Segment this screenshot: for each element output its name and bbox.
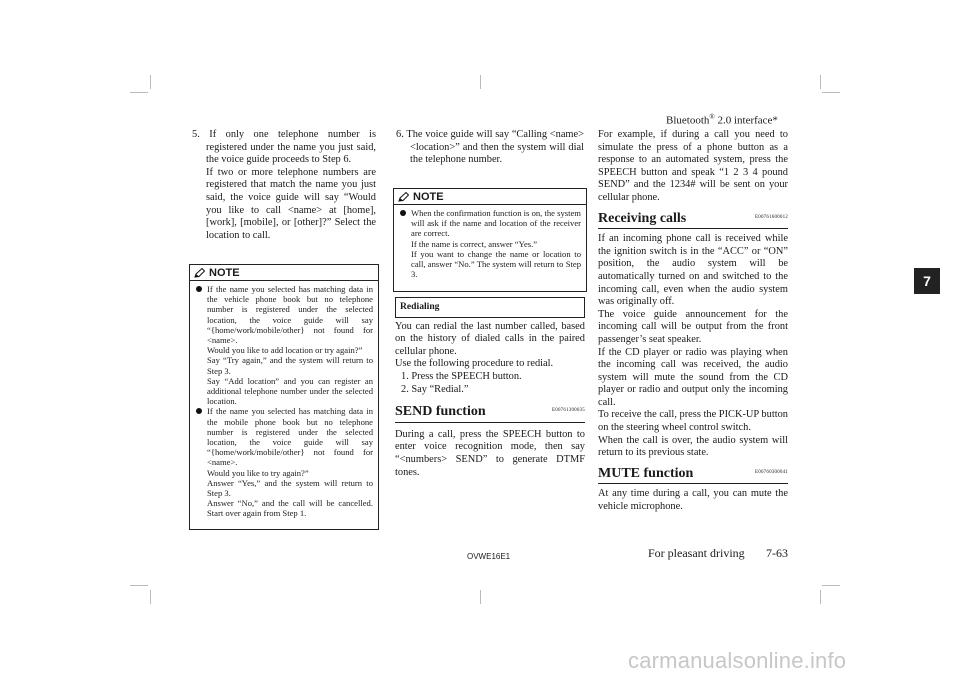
crop-mark	[822, 585, 840, 586]
note-label: NOTE	[413, 190, 444, 203]
column-2	[396, 129, 584, 167]
header-reg: ®	[709, 113, 715, 121]
send-title: SEND function	[395, 404, 486, 420]
note-text: If the name you selected has matching data in the vehicle phone book but no telephone number is registered under the selected location, the voice guide will say “{home/work/mobile/other} not found for <name>.	[207, 284, 373, 346]
note-bullet	[196, 406, 373, 518]
crop-mark	[150, 590, 151, 604]
mute-para: At any time during a call, you can mute the vehicle microphone.	[598, 488, 788, 513]
note-bullet	[400, 208, 581, 279]
send-para: During a call, press the SPEECH button to enter voice recognition mode, then say “<numbers> SEND” to generate DTMF tones.	[395, 428, 585, 478]
header-suffix: 2.0 interface*	[714, 114, 778, 127]
column-1	[192, 129, 376, 242]
crop-mark	[130, 92, 148, 93]
note-text: If the name you selected has matching data in the mobile phone book but no telephone number is registered under the selected location, the voice guide will say “{home/work/mobile/other} not found for <name>.	[207, 406, 373, 468]
note-text: Answer “Yes,” and the system will return to Step 3.	[207, 477, 373, 499]
redial-step: 1. Press the SPEECH button.	[401, 370, 522, 382]
note-header	[394, 189, 586, 205]
receiving-para: If the CD player or radio was playing when the incoming call was received, the audio system will mute the sound from the CD player or radio and output only the incoming call.	[598, 346, 788, 408]
note-text: When the confirmation function is on, the system will ask if the name and location of the receiver are correct.	[411, 208, 581, 239]
section-receiving-title	[598, 210, 788, 230]
step-6: 6. The voice guide will say “Calling <name> <location>” and then the system will dial the telephone number.	[396, 129, 584, 166]
crop-mark	[480, 590, 481, 604]
crop-mark	[130, 585, 148, 586]
note-box-2	[393, 188, 587, 292]
note-bullet	[196, 284, 373, 406]
note-text: Answer “No,” and the call will be cancelled. Start over again from Step 1.	[207, 498, 373, 519]
note-box-1	[189, 264, 379, 530]
footer-section: For pleasant driving	[648, 546, 745, 560]
send-code: E00761300035	[552, 408, 585, 414]
receiving-para: To receive the call, press the PICK-UP button on the steering wheel control switch.	[598, 409, 788, 434]
redial-para: Use the following procedure to redial.	[395, 358, 554, 370]
crop-mark	[150, 75, 151, 89]
example-para: For example, if during a call you need to simulate the press of a phone button as a response to an automated system, press the SPEECH button and speak “1 2 3 4 pound SEND” and the 1234# will be sent on your cellular phone.	[598, 129, 788, 203]
column-3	[598, 129, 788, 514]
crop-mark	[820, 75, 821, 89]
watermark: carmanualsonline.info	[628, 648, 847, 673]
crop-mark	[822, 92, 840, 93]
page-header	[666, 113, 778, 127]
receiving-title: Receiving calls	[598, 210, 687, 226]
mute-title: MUTE function	[598, 465, 694, 481]
header-title: Bluetooth	[666, 114, 710, 127]
note-text: Say “Add location” and you can register an additional telephone number under the selected location.	[207, 375, 373, 407]
chapter-tab: 7	[914, 268, 940, 294]
footer-code: OVWE16E1	[467, 552, 511, 561]
redial-para: You can redial the last number called, based on the history of dialed calls in the paired cellular phone.	[395, 320, 585, 357]
redial-step: 2. Say “Redial.”	[401, 383, 469, 395]
section-redialing-title: Redialing	[395, 297, 585, 318]
section-mute-title	[598, 465, 788, 485]
receiving-para: The voice guide announcement for the incoming call will be output from the front passenger’s seat speaker.	[598, 308, 788, 345]
note-body	[394, 205, 586, 282]
pencil-note-icon	[194, 268, 206, 278]
bullet-dot-icon	[400, 210, 406, 216]
note-label: NOTE	[209, 266, 240, 279]
bullet-dot-icon	[196, 286, 202, 292]
note-text: Say “Try again,” and the system will return to Step 3.	[207, 355, 373, 376]
note-text: Would you like to add location or try again?”	[207, 345, 363, 356]
crop-mark	[820, 590, 821, 604]
section-send-title	[395, 406, 585, 423]
receiving-code: E00761600012	[755, 214, 788, 220]
bullet-dot-icon	[196, 408, 202, 414]
step-5: 5. If only one telephone number is registered under the name you just said, the voice guide proceeds to Step 6.	[192, 129, 376, 166]
note-header	[190, 265, 378, 281]
crop-mark	[480, 75, 481, 89]
pencil-note-icon	[398, 192, 410, 202]
note-text: Would you like to try again?”	[207, 467, 309, 478]
receiving-para: When the call is over, the audio system will return to its previous state.	[598, 434, 788, 459]
note-text: If you want to change the name or location to call, answer “No.” The system will return to Step 3.	[411, 248, 581, 280]
receiving-para: If an incoming phone call is received while the ignition switch is in the “ACC” or “ON” position, the audio system will be automatically turned on and switched to the incoming call, even when the audio system was originally off.	[598, 233, 788, 308]
note-text: If the name is correct, answer “Yes.”	[411, 238, 538, 249]
note-body	[190, 281, 378, 522]
column-2-lower	[395, 297, 585, 479]
footer-page: 7-63	[766, 546, 788, 560]
mute-code: E00760300041	[755, 469, 788, 475]
step-5-detail: If two or more telephone numbers are registered that match the name you just said, the voice guide will say “Would you like to call <name> at [home], [work], [mobile], or [other]?” Select the location to call.	[206, 166, 376, 241]
